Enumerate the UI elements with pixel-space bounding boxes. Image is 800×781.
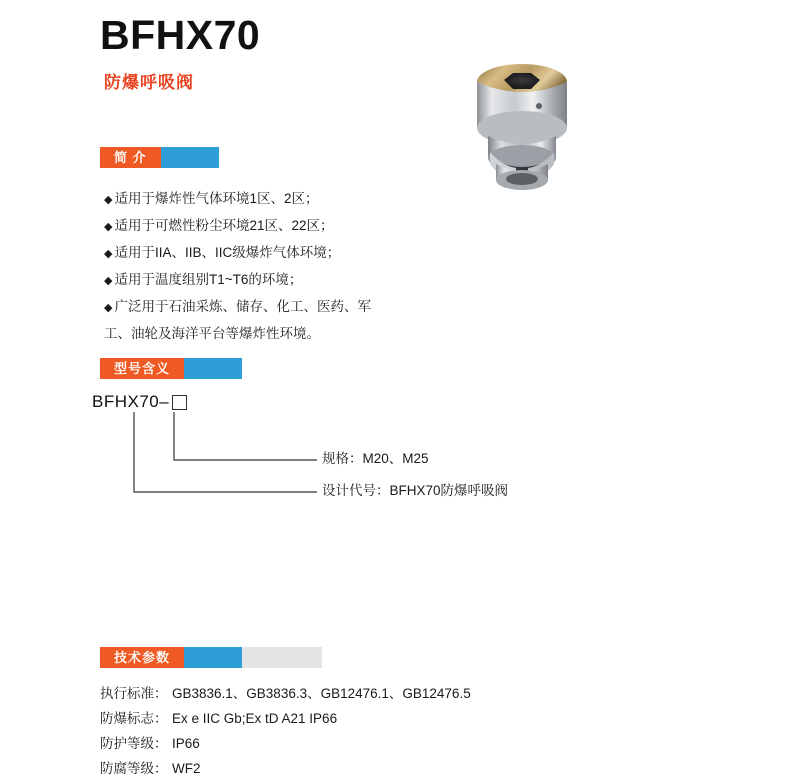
product-image bbox=[432, 40, 612, 200]
bullet-diamond-icon: ◆ bbox=[104, 248, 113, 260]
model-code-text: BFHX70– bbox=[92, 392, 170, 411]
section-header-tech bbox=[100, 647, 322, 668]
section-bar-grey bbox=[242, 647, 322, 668]
list-item: ◆ 适用于可燃性粉尘环境21区、22区； bbox=[104, 218, 334, 233]
table-row bbox=[100, 756, 660, 781]
model-label-design: 设计代号：BFHX70防爆呼吸阀 bbox=[322, 483, 509, 498]
section-bar-blue bbox=[184, 358, 242, 379]
tech-value: GB3836.1、GB3836.3、GB12476.1、GB12476.5 bbox=[172, 686, 471, 701]
tech-label: 防爆标志： bbox=[100, 711, 168, 726]
section-bar-blue bbox=[184, 647, 242, 668]
section-header-model bbox=[100, 358, 242, 379]
bullet-diamond-icon: ◆ bbox=[104, 194, 113, 206]
intro-bullet-list bbox=[104, 186, 434, 347]
table-row bbox=[100, 731, 660, 756]
page-subtitle: 防爆呼吸阀 bbox=[104, 73, 194, 92]
tech-value: IP66 bbox=[172, 736, 200, 751]
bullet-diamond-icon: ◆ bbox=[104, 302, 113, 314]
list-item: ◆ 适用于温度组别T1~T6的环境； bbox=[104, 272, 303, 287]
list-item: ◆ 适用于IIA、IIB、IIC级爆炸气体环境； bbox=[104, 245, 341, 260]
list-item: ◆ 广泛用于石油采炼、储存、化工、医药、军工、油轮及海洋平台等爆炸性环境。 bbox=[104, 299, 371, 341]
bullet-diamond-icon: ◆ bbox=[104, 221, 113, 233]
section-tag-tech: 技术参数 bbox=[100, 647, 184, 668]
tech-label: 执行标准： bbox=[100, 686, 168, 701]
bullet-diamond-icon: ◆ bbox=[104, 275, 113, 287]
list-item: ◆ 适用于爆炸性气体环境1区、2区； bbox=[104, 191, 319, 206]
table-row bbox=[100, 706, 660, 731]
section-bar-blue bbox=[161, 147, 219, 168]
page-title: BFHX70 bbox=[100, 12, 261, 58]
tech-value: Ex e IIC Gb;Ex tD A21 IP66 bbox=[172, 711, 338, 726]
section-tag-model: 型号含义 bbox=[100, 358, 184, 379]
tech-parameter-list bbox=[100, 681, 660, 781]
model-label-spec: 规格：M20、M25 bbox=[322, 451, 429, 466]
tech-label: 防护等级： bbox=[100, 736, 168, 751]
section-tag-intro: 简 介 bbox=[100, 147, 161, 168]
table-row bbox=[100, 681, 660, 706]
section-header-intro bbox=[100, 147, 219, 168]
tech-value: WF2 bbox=[172, 761, 201, 776]
tech-label: 防腐等级： bbox=[100, 761, 168, 776]
